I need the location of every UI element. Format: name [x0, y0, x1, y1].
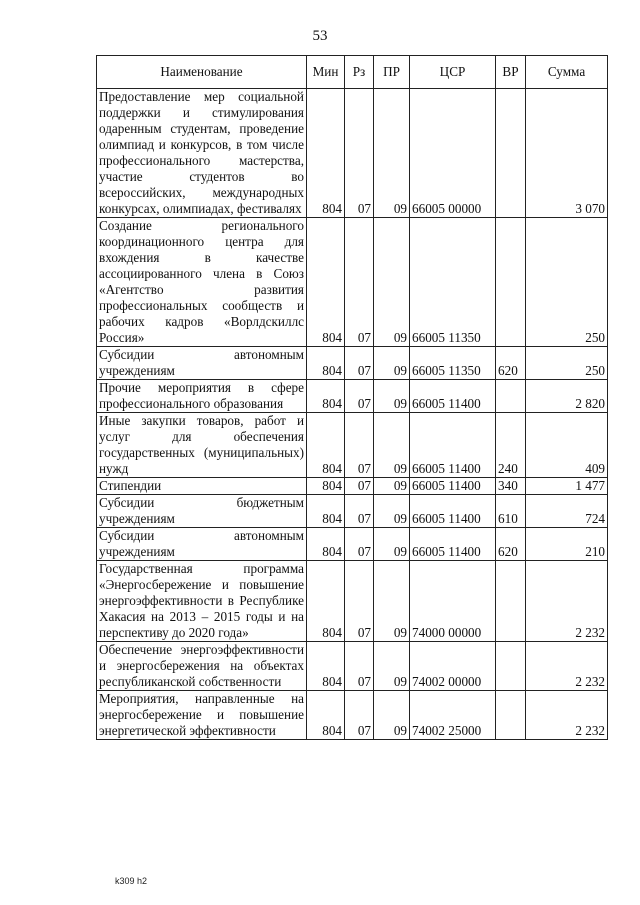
table-row	[97, 413, 608, 478]
header-sum: Сумма	[526, 56, 608, 89]
row-pr: 09	[374, 347, 410, 380]
table-row	[97, 478, 608, 495]
table-row	[97, 89, 608, 218]
row-name: Предоставление мер социальной поддержки и стимулирования одаренным студентам, проведение олимпиад и конкурсов, в том числе профессионального мастерства, участие студентов во всероссийских, международных конкурсах, олимпиадах, фестивалях	[97, 89, 307, 218]
row-pr: 09	[374, 691, 410, 740]
table-row	[97, 218, 608, 347]
row-csr: 66005 11400	[410, 478, 496, 495]
row-sum: 3 070	[526, 89, 608, 218]
row-name: Субсидии автономным учреждениям	[97, 528, 307, 561]
row-vr	[496, 218, 526, 347]
row-csr: 74002 25000	[410, 691, 496, 740]
row-name: Субсидии автономным учреждениям	[97, 347, 307, 380]
row-rz: 07	[345, 413, 374, 478]
row-min: 804	[307, 218, 345, 347]
table-row	[97, 495, 608, 528]
row-sum: 2 820	[526, 380, 608, 413]
row-pr: 09	[374, 561, 410, 642]
header-rz: Рз	[345, 56, 374, 89]
page-number: 53	[312, 28, 328, 44]
row-sum: 2 232	[526, 561, 608, 642]
row-sum: 250	[526, 347, 608, 380]
row-sum: 210	[526, 528, 608, 561]
row-min: 804	[307, 528, 345, 561]
table-row	[97, 691, 608, 740]
row-min: 804	[307, 691, 345, 740]
row-rz: 07	[345, 495, 374, 528]
row-sum: 724	[526, 495, 608, 528]
row-pr: 09	[374, 89, 410, 218]
row-csr: 66005 00000	[410, 89, 496, 218]
row-rz: 07	[345, 478, 374, 495]
row-min: 804	[307, 89, 345, 218]
row-vr	[496, 691, 526, 740]
table-row	[97, 561, 608, 642]
row-sum: 250	[526, 218, 608, 347]
row-csr: 66005 11350	[410, 347, 496, 380]
row-pr: 09	[374, 478, 410, 495]
row-min: 804	[307, 380, 345, 413]
row-sum: 2 232	[526, 691, 608, 740]
row-min: 804	[307, 642, 345, 691]
row-rz: 07	[345, 642, 374, 691]
row-name: Обеспечение энергоэффективности и энергосбережения на объектах республиканской собственности	[97, 642, 307, 691]
row-sum: 409	[526, 413, 608, 478]
row-csr: 66005 11400	[410, 528, 496, 561]
header-pr: ПР	[374, 56, 410, 89]
row-min: 804	[307, 561, 345, 642]
row-pr: 09	[374, 218, 410, 347]
row-rz: 07	[345, 561, 374, 642]
row-name: Создание регионального координационного центра для вхождения в качестве ассоциированного члена в Союз «Агентство развития профессиональных сообществ и рабочих кадров «Ворлдскиллс Россия»	[97, 218, 307, 347]
budget-table	[96, 55, 608, 740]
table-row	[97, 528, 608, 561]
row-name: Стипендии	[97, 478, 307, 495]
row-pr: 09	[374, 642, 410, 691]
row-min: 804	[307, 347, 345, 380]
footer-code: k309 h2	[115, 876, 148, 886]
row-vr: 240	[496, 413, 526, 478]
row-name: Иные закупки товаров, работ и услуг для обеспечения государственных (муниципальных) нужд	[97, 413, 307, 478]
table-header-row	[97, 56, 608, 89]
row-rz: 07	[345, 89, 374, 218]
row-csr: 66005 11350	[410, 218, 496, 347]
row-pr: 09	[374, 380, 410, 413]
row-rz: 07	[345, 528, 374, 561]
row-vr	[496, 642, 526, 691]
table-row	[97, 380, 608, 413]
row-sum: 2 232	[526, 642, 608, 691]
row-name: Прочие мероприятия в сфере профессионального образования	[97, 380, 307, 413]
row-csr: 66005 11400	[410, 495, 496, 528]
row-sum: 1 477	[526, 478, 608, 495]
row-name: Субсидии бюджетным учреждениям	[97, 495, 307, 528]
row-csr: 66005 11400	[410, 380, 496, 413]
row-pr: 09	[374, 495, 410, 528]
row-vr	[496, 561, 526, 642]
row-rz: 07	[345, 347, 374, 380]
row-vr	[496, 89, 526, 218]
row-name: Мероприятия, направленные на энергосбережение и повышение энергетической эффективности	[97, 691, 307, 740]
table-row	[97, 347, 608, 380]
row-vr: 340	[496, 478, 526, 495]
row-min: 804	[307, 495, 345, 528]
header-min: Мин	[307, 56, 345, 89]
row-pr: 09	[374, 413, 410, 478]
header-csr: ЦСР	[410, 56, 496, 89]
row-vr: 610	[496, 495, 526, 528]
row-rz: 07	[345, 380, 374, 413]
table-row	[97, 642, 608, 691]
row-pr: 09	[374, 528, 410, 561]
row-csr: 74002 00000	[410, 642, 496, 691]
row-csr: 74000 00000	[410, 561, 496, 642]
row-vr: 620	[496, 528, 526, 561]
row-vr: 620	[496, 347, 526, 380]
row-min: 804	[307, 478, 345, 495]
header-vr: ВР	[496, 56, 526, 89]
row-name: Государственная программа «Энергосбережение и повышение энергоэффективности в Республике Хакасия на 2013 – 2015 годы и на перспективу до 2020 года»	[97, 561, 307, 642]
row-csr: 66005 11400	[410, 413, 496, 478]
row-rz: 07	[345, 218, 374, 347]
row-rz: 07	[345, 691, 374, 740]
row-vr	[496, 380, 526, 413]
header-name: Наименование	[97, 56, 307, 89]
row-min: 804	[307, 413, 345, 478]
